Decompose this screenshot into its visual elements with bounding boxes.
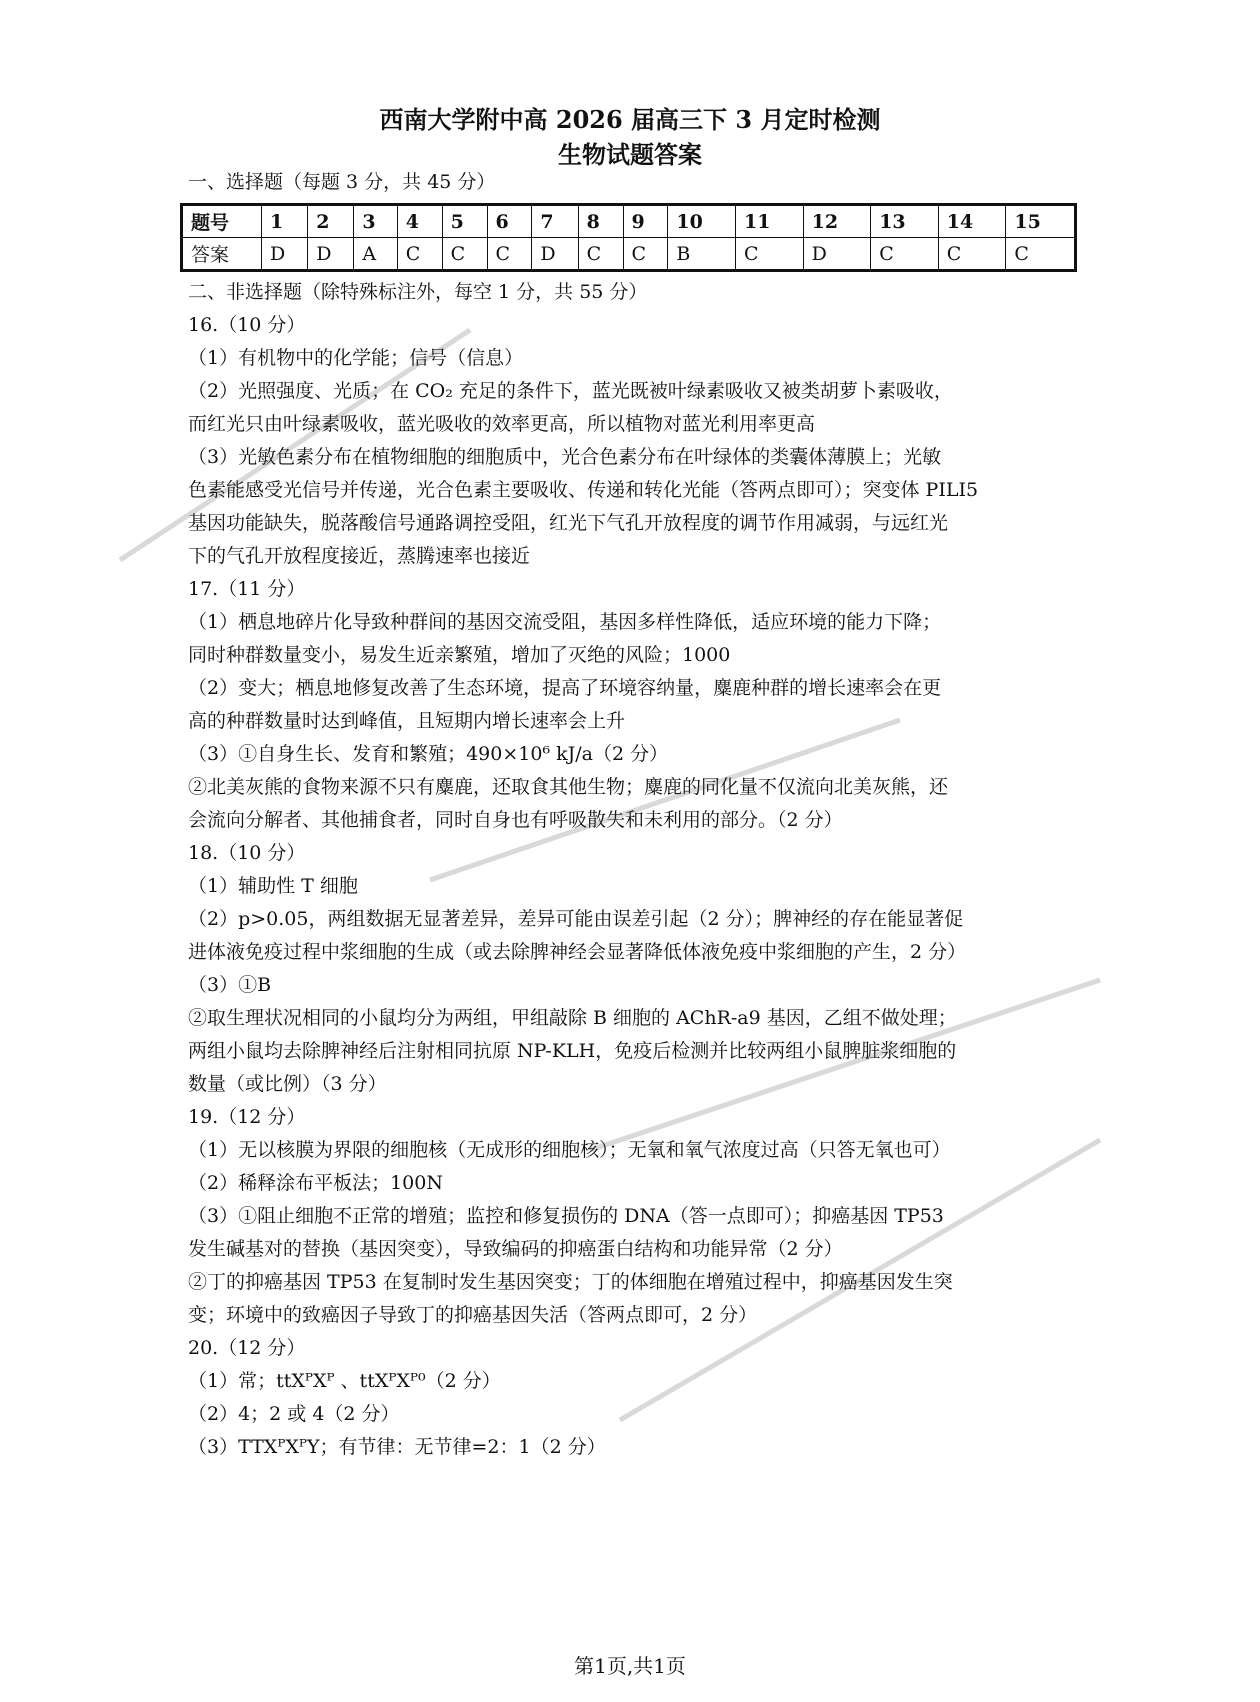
answer-line: 基因功能缺失，脱落酸信号通路调控受阻，红光下气孔开放程度的调节作用减弱，与远红光 <box>188 512 949 534</box>
answer-line: ②丁的抑癌基因 TP53 在复制时发生基因突变；丁的体细胞在增殖过程中，抑癌基因发生突 <box>188 1271 953 1293</box>
answer-line: （1）辅助性 T 细胞 <box>188 875 358 897</box>
question-number: 5 <box>442 205 487 238</box>
question-number: 1 <box>262 205 308 238</box>
answer-line: 同时种群数量变小，易发生近亲繁殖，增加了灭绝的风险；1000 <box>188 644 731 666</box>
answer-line: （2）变大；栖息地修复改善了生态环境，提高了环境容纳量，麋鹿种群的增长速率会在更 <box>188 677 942 699</box>
answer-line: 16.（10 分） <box>188 314 306 336</box>
answer-cell: C <box>938 238 1006 271</box>
answer-cell: D <box>803 238 871 271</box>
section-heading-nonchoice: 二、非选择题（除特殊标注外，每空 1 分，共 55 分） <box>188 281 648 303</box>
table-answer-label: 答案 <box>182 238 262 271</box>
question-number: 7 <box>532 205 578 238</box>
question-number: 6 <box>487 205 532 238</box>
answer-cell: D <box>532 238 578 271</box>
question-number: 13 <box>871 205 939 238</box>
question-number: 8 <box>578 205 623 238</box>
question-number: 10 <box>668 205 736 238</box>
answer-line: （3）①阻止细胞不正常的增殖；监控和修复损伤的 DNA（答一点即可）；抑癌基因 TP53 <box>188 1205 944 1227</box>
answer-line: 色素能感受光信号并传递，光合色素主要吸收、传递和转化光能（答两点即可）；突变体 PILI5 <box>188 479 979 501</box>
answer-cell: C <box>623 238 668 271</box>
answer-line: 会流向分解者、其他捕食者，同时自身也有呼吸散失和未利用的部分。（2 分） <box>188 809 843 831</box>
answer-line: （3）光敏色素分布在植物细胞的细胞质中，光合色素分布在叶绿体的类囊体薄膜上；光敏 <box>188 446 942 468</box>
answer-cell: C <box>397 238 442 271</box>
table-row-numbers <box>182 205 1076 238</box>
answer-line: （2）光照强度、光质；在 CO₂ 充足的条件下，蓝光既被叶绿素吸收又被类胡萝卜素吸收， <box>188 380 953 402</box>
question-number: 12 <box>803 205 871 238</box>
answer-line: 高的种群数量时达到峰值，且短期内增长速率会上升 <box>188 710 626 732</box>
question-number: 14 <box>938 205 1006 238</box>
answer-line: ②北美灰熊的食物来源不只有麋鹿，还取食其他生物；麋鹿的同化量不仅流向北美灰熊，还 <box>188 776 949 798</box>
table-header-label: 题号 <box>182 205 262 238</box>
answer-line: （1）栖息地碎片化导致种群间的基因交流受阻，基因多样性降低，适应环境的能力下降； <box>188 611 942 633</box>
answer-line: 变；环境中的致癌因子导致丁的抑癌基因失活（答两点即可，2 分） <box>188 1304 758 1326</box>
answer-line: （2）4；2 或 4（2 分） <box>188 1403 400 1425</box>
answer-line: 两组小鼠均去除脾神经后注射相同抗原 NP-KLH，免疫后检测并比较两组小鼠脾脏浆细胞的 <box>188 1040 957 1062</box>
question-number: 3 <box>354 205 397 238</box>
question-number: 15 <box>1006 205 1076 238</box>
answer-cell: C <box>1006 238 1076 271</box>
answer-line: 而红光只由叶绿素吸收，蓝光吸收的效率更高，所以植物对蓝光利用率更高 <box>188 413 816 435</box>
question-number: 4 <box>397 205 442 238</box>
answer-line: 18.（10 分） <box>188 842 306 864</box>
answer-line: （1）有机物中的化学能；信号（信息） <box>188 347 524 369</box>
answer-cell: A <box>354 238 397 271</box>
answer-line: （2）p>0.05，两组数据无显著差异，差异可能由误差引起（2 分）；脾神经的存在能显著促 <box>188 908 964 930</box>
answer-line: 进体液免疫过程中浆细胞的生成（或去除脾神经会显著降低体液免疫中浆细胞的产生，2 分） <box>188 941 967 963</box>
answer-cell: C <box>736 238 804 271</box>
answer-line: （2）稀释涂布平板法；100N <box>188 1172 443 1194</box>
answer-cell: D <box>308 238 354 271</box>
question-number: 9 <box>623 205 668 238</box>
answer-line: （1）无以核膜为界限的细胞核（无成形的细胞核）；无氧和氧气浓度过高（只答无氧也可） <box>188 1139 951 1161</box>
answer-cell: B <box>668 238 736 271</box>
answer-line: 19.（12 分） <box>188 1106 306 1128</box>
answer-line: 发生碱基对的替换（基因突变），导致编码的抑癌蛋白结构和功能异常（2 分） <box>188 1238 843 1260</box>
page-title: 西南大学附中高 2026 届高三下 3 月定时检测 <box>379 105 881 134</box>
section-heading-choice: 一、选择题（每题 3 分，共 45 分） <box>188 171 496 193</box>
question-number: 2 <box>308 205 354 238</box>
answer-line: （1）常；ttXᴾXᴾ 、ttXᴾXᴾ⁰（2 分） <box>188 1370 501 1392</box>
answer-line: 下的气孔开放程度接近，蒸腾速率也接近 <box>188 545 531 567</box>
question-number: 11 <box>736 205 804 238</box>
page-footer: 第1页,共1页 <box>574 1654 686 1678</box>
answer-cell: D <box>262 238 308 271</box>
answer-line: 17.（11 分） <box>188 578 306 600</box>
answer-line: 20.（12 分） <box>188 1337 306 1359</box>
answer-cell: C <box>442 238 487 271</box>
table-row-answers <box>182 238 1076 271</box>
answer-line: （3）①自身生长、发育和繁殖；490×10⁶ kJ/a（2 分） <box>188 743 669 765</box>
answer-line: （3）①B <box>188 974 272 996</box>
answer-cell: C <box>578 238 623 271</box>
answer-line: （3）TTXᴾXᴾY；有节律：无节律=2：1（2 分） <box>188 1436 606 1458</box>
answer-cell: C <box>487 238 532 271</box>
answer-line: ②取生理状况相同的小鼠均分为两组，甲组敲除 B 细胞的 AChR-a9 基因，乙组不做处理； <box>188 1007 957 1029</box>
answer-table <box>180 203 1077 272</box>
answer-line: 数量（或比例）（3 分） <box>188 1073 387 1095</box>
page-subtitle: 生物试题答案 <box>558 140 702 169</box>
answer-cell: C <box>871 238 939 271</box>
